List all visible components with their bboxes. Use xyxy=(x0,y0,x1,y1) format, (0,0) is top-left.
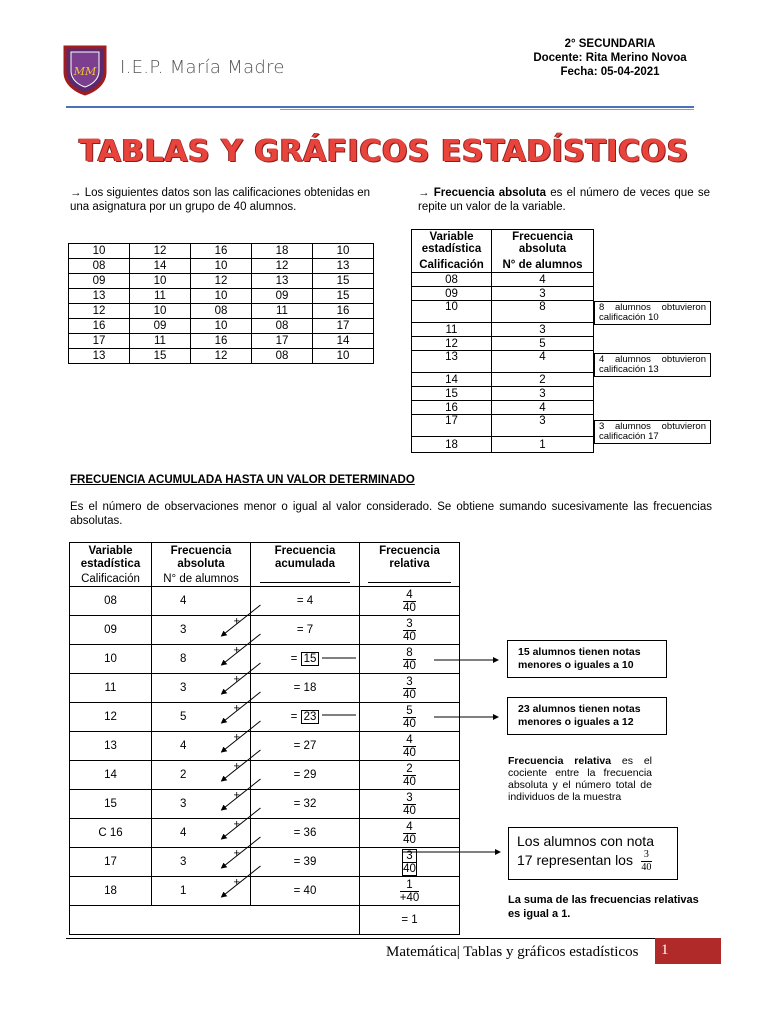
plus-sign: + xyxy=(233,702,240,715)
abs-header-frequency: Frecuencia absoluta xyxy=(492,230,594,259)
data-cell: 10 xyxy=(130,274,191,289)
relative-fraction: $\frac{5}{40}$ xyxy=(403,704,416,730)
data-cell: 16 xyxy=(191,334,252,349)
accumulation-arrow xyxy=(222,808,261,839)
data-cell: 12 xyxy=(69,304,130,319)
cum-grade-cell: 08 xyxy=(70,587,152,616)
abs-header-variable: Variable estadística xyxy=(412,230,492,259)
cum-accumulated-prefix: = xyxy=(290,711,301,723)
data-cell: 08 xyxy=(191,304,252,319)
plus-sign: + xyxy=(233,876,240,889)
relative-frequency-text: es el cociente entre la frecuencia absoluta y el número total de individuos de la muestra xyxy=(508,755,653,803)
page-title: TABLAS Y GRÁFICOS ESTADÍSTICOS xyxy=(79,134,689,169)
cum-accumulated-cell: = 27 xyxy=(251,732,360,761)
cum-absolute-cell: 5 xyxy=(152,703,251,732)
callout-15-students: 15 alumnos tienen notas menores o iguales a 10 xyxy=(507,640,667,678)
relative-fraction: $\frac{3}{40}$ xyxy=(403,849,416,875)
abs-count-cell: 4 xyxy=(492,351,594,373)
data-cell: 12 xyxy=(130,244,191,259)
grade-17-fraction: $\frac{3}{40}$ xyxy=(641,849,652,873)
cum-accumulated-cell: = 29 xyxy=(251,761,360,790)
data-cell: 10 xyxy=(313,349,374,364)
data-cell: 10 xyxy=(69,244,130,259)
abs-grade-cell: 17 xyxy=(412,415,492,437)
data-cell: 18 xyxy=(252,244,313,259)
data-cell: 08 xyxy=(252,319,313,334)
data-cell: 15 xyxy=(313,289,374,304)
cum-absolute-cell: 1 xyxy=(152,877,251,906)
cum-grade-cell: 15 xyxy=(70,790,152,819)
accumulation-arrow xyxy=(222,721,261,752)
grade-label: 2° SECUNDARIA xyxy=(564,38,656,50)
data-cell: 12 xyxy=(252,259,313,274)
data-cell: 14 xyxy=(313,334,374,349)
section-text: Es el número de observaciones menor o igual al valor considerado. Se obtiene sumando sucesivamente las frecuencias absolutas. xyxy=(70,501,712,527)
cum-grade-cell: 18 xyxy=(70,877,152,906)
cum-accumulated-cell: = 18 xyxy=(251,674,360,703)
data-cell: 09 xyxy=(252,289,313,304)
cum-header-relative: Frecuencia relativa xyxy=(360,543,460,572)
data-cell: 13 xyxy=(252,274,313,289)
relative-fraction: $\frac{4}{40}$ xyxy=(403,588,416,614)
cum-header-absolute: Frecuencia absoluta xyxy=(152,543,251,572)
cum-absolute-cell: 3 xyxy=(152,674,251,703)
data-cell: 11 xyxy=(130,289,191,304)
cum-absolute-cell: 4 xyxy=(152,819,251,848)
plus-sign: + xyxy=(233,760,240,773)
abs-grade-cell: 12 xyxy=(412,337,492,351)
accumulation-arrow xyxy=(222,779,261,810)
cum-grade-cell: 12 xyxy=(70,703,152,732)
data-cell: 12 xyxy=(191,274,252,289)
data-cell: 10 xyxy=(313,244,374,259)
abs-grade-cell: 16 xyxy=(412,401,492,415)
school-name: I.E.P. María Madre xyxy=(120,57,285,78)
abs-count-cell: 2 xyxy=(492,373,594,387)
data-cell: 10 xyxy=(191,289,252,304)
abs-count-cell: 4 xyxy=(492,401,594,415)
relative-fraction: $\frac{4}{40}$ xyxy=(403,733,416,759)
cum-absolute-cell: 3 xyxy=(152,790,251,819)
relative-fraction: $\frac{8}{40}$ xyxy=(403,646,416,672)
relative-fraction: $\frac{4}{40}$ xyxy=(403,820,416,846)
cum-grade-cell: 11 xyxy=(70,674,152,703)
abs-count-cell: 1 xyxy=(492,437,594,453)
relative-fraction: $\frac{1}{+40}$ xyxy=(399,878,420,904)
cum-grade-cell: 13 xyxy=(70,732,152,761)
cum-subheader-students: N° de alumnos xyxy=(152,571,251,587)
cum-absolute-cell: 4 xyxy=(152,587,251,616)
data-cell: 13 xyxy=(313,259,374,274)
cum-accumulated-boxed-value: 15 xyxy=(301,652,320,666)
data-cell: 09 xyxy=(69,274,130,289)
cum-accumulated-cell: = 36 xyxy=(251,819,360,848)
footer-divider xyxy=(66,938,720,939)
cum-accumulated-prefix: = xyxy=(290,653,301,665)
abs-grade-cell: 13 xyxy=(412,351,492,373)
cum-accumulated-cell: = 32 xyxy=(251,790,360,819)
note-grade-17: 3 alumnos obtuvieron calificación 17 xyxy=(594,420,711,444)
cum-grade-cell: C 16 xyxy=(70,819,152,848)
data-cell: 10 xyxy=(191,319,252,334)
data-cell: 13 xyxy=(69,349,130,364)
plus-sign: + xyxy=(233,847,240,860)
abs-count-cell: 3 xyxy=(492,387,594,401)
arrow-icon: → xyxy=(418,187,430,199)
abs-count-cell: 8 xyxy=(492,301,594,323)
abs-grade-cell: 09 xyxy=(412,287,492,301)
accumulation-arrow xyxy=(222,663,261,694)
cum-absolute-cell: 2 xyxy=(152,761,251,790)
relative-fraction: $\frac{3}{40}$ xyxy=(403,675,416,701)
accumulation-arrow xyxy=(222,866,261,897)
abs-frequency-term: Frecuencia absoluta xyxy=(433,187,547,199)
data-cell: 17 xyxy=(69,334,130,349)
data-cell: 16 xyxy=(313,304,374,319)
data-cell: 17 xyxy=(252,334,313,349)
cum-absolute-cell: 3 xyxy=(152,616,251,645)
data-cell: 17 xyxy=(313,319,374,334)
data-cell: 16 xyxy=(69,319,130,334)
abs-subheader-grade: Calificación xyxy=(412,259,492,273)
accumulation-arrow xyxy=(222,837,261,868)
teacher-label: Docente: Rita Merino Novoa xyxy=(533,52,687,64)
date-label: Fecha: 05-04-2021 xyxy=(560,66,660,78)
abs-count-cell: 3 xyxy=(492,415,594,437)
cum-absolute-cell: 8 xyxy=(152,645,251,674)
data-cell: 10 xyxy=(130,304,191,319)
cum-grade-cell: 10 xyxy=(70,645,152,674)
abs-count-cell: 3 xyxy=(492,287,594,301)
data-cell: 11 xyxy=(130,334,191,349)
plus-sign: + xyxy=(233,644,240,657)
cum-accumulated-cell: = 39 xyxy=(251,848,360,877)
section-title: FRECUENCIA ACUMULADA HASTA UN VALOR DETERMINADO xyxy=(70,474,415,486)
grade-17-text: Los alumnos con nota 17 representan los xyxy=(517,833,654,869)
accumulation-arrow xyxy=(222,605,261,636)
abs-grade-cell: 18 xyxy=(412,437,492,453)
abs-grade-cell: 15 xyxy=(412,387,492,401)
accumulation-arrow xyxy=(222,750,261,781)
abs-count-cell: 4 xyxy=(492,273,594,287)
callout-23-students: 23 alumnos tienen notas menores o iguales a 12 xyxy=(507,697,667,735)
cum-header-variable: Variable estadística xyxy=(70,543,152,572)
plus-sign: + xyxy=(233,789,240,802)
cum-subheader-grade: Calificación xyxy=(70,571,152,587)
cum-header-cumulative: Frecuencia acumulada xyxy=(251,543,360,572)
relative-fraction: $\frac{2}{40}$ xyxy=(403,762,416,788)
cum-grade-cell: 17 xyxy=(70,848,152,877)
cum-grade-cell: 09 xyxy=(70,616,152,645)
data-cell: 08 xyxy=(252,349,313,364)
cum-accumulated-boxed-value: 23 xyxy=(301,710,320,724)
intro-text: Los siguientes datos son las calificaciones obtenidas en una asignatura por un grupo de 40 alumnos. xyxy=(70,187,370,213)
data-cell: 15 xyxy=(130,349,191,364)
note-grade-13: 4 alumnos obtuvieron calificación 13 xyxy=(594,353,711,377)
note-grade-10: 8 alumnos obtuvieron calificación 10 xyxy=(594,301,711,325)
cum-accumulated-cell: = 4 xyxy=(251,587,360,616)
data-cell: 14 xyxy=(130,259,191,274)
logo-monogram: MM xyxy=(73,65,97,78)
data-cell: 15 xyxy=(313,274,374,289)
cum-accumulated-cell: = 40 xyxy=(251,877,360,906)
plus-sign: + xyxy=(233,673,240,686)
data-cell: 10 xyxy=(191,259,252,274)
abs-grade-cell: 10 xyxy=(412,301,492,323)
cum-absolute-cell: 4 xyxy=(152,732,251,761)
arrow-icon: → xyxy=(70,187,82,199)
accumulation-arrow xyxy=(222,634,261,665)
plus-sign: + xyxy=(233,615,240,628)
data-cell: 09 xyxy=(130,319,191,334)
relative-frequency-term: Frecuencia relativa xyxy=(508,755,612,767)
data-cell: 12 xyxy=(191,349,252,364)
sum-note: La suma de las frecuencias relativas es igual a 1. xyxy=(508,894,699,920)
grade-17-box xyxy=(508,827,678,880)
plus-sign: + xyxy=(233,818,240,831)
cum-absolute-cell: 3 xyxy=(152,848,251,877)
data-cell: 16 xyxy=(191,244,252,259)
cum-total-value: = 1 xyxy=(360,906,460,935)
plus-sign: + xyxy=(233,731,240,744)
relative-frequency-definition xyxy=(508,755,652,803)
abs-grade-cell: 14 xyxy=(412,373,492,387)
data-cell: 08 xyxy=(69,259,130,274)
cum-accumulated-cell: = 7 xyxy=(251,616,360,645)
accumulation-arrow xyxy=(222,692,261,723)
data-cell: 13 xyxy=(69,289,130,304)
relative-fraction: $\frac{3}{40}$ xyxy=(403,617,416,643)
data-cell: 11 xyxy=(252,304,313,319)
abs-frequency-text: es el número de veces que se repite un valor de la variable. xyxy=(418,187,710,213)
abs-subheader-students: N° de alumnos xyxy=(492,259,594,273)
relative-fraction: $\frac{3}{40}$ xyxy=(403,791,416,817)
abs-count-cell: 5 xyxy=(492,337,594,351)
cum-grade-cell: 14 xyxy=(70,761,152,790)
footer-text: Matemática| Tablas y gráficos estadísticos xyxy=(386,944,639,960)
abs-count-cell: 3 xyxy=(492,323,594,337)
abs-grade-cell: 08 xyxy=(412,273,492,287)
page-number: 1 xyxy=(655,938,721,964)
abs-grade-cell: 11 xyxy=(412,323,492,337)
